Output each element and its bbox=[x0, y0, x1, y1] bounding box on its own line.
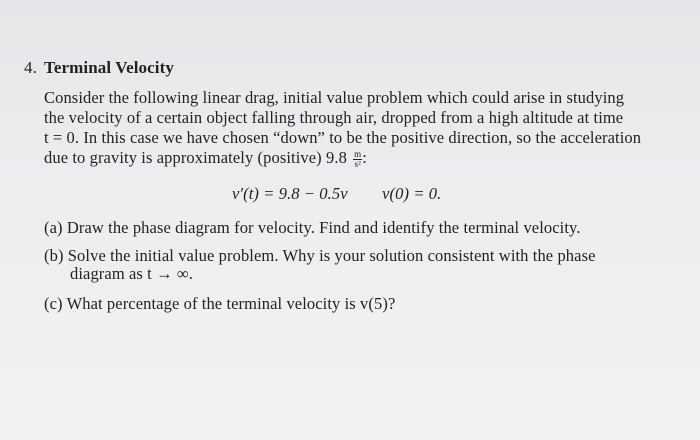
intro-line-3: t = 0. In this case we have chosen “down” to be the positive direction, so the acceleration bbox=[44, 128, 642, 147]
part-c bbox=[44, 294, 395, 314]
part-b-continued: diagram as t → ∞. bbox=[70, 264, 193, 283]
intro-line-4-text: due to gravity is approximately (positive) 9.8 bbox=[44, 148, 347, 167]
problem-number: 4. bbox=[24, 58, 37, 77]
part-a-label: (a) bbox=[44, 218, 63, 237]
equation-left: v′(t) = 9.8 − 0.5v bbox=[232, 184, 348, 203]
equation-right: v(0) = 0. bbox=[382, 184, 442, 203]
intro-line-4 bbox=[44, 148, 367, 169]
ode-equation bbox=[232, 184, 441, 204]
units-colon: : bbox=[362, 148, 367, 167]
intro-line-2: the velocity of a certain object falling through air, dropped from a high altitude at time bbox=[44, 108, 624, 127]
units-fraction bbox=[353, 150, 362, 169]
part-a bbox=[44, 218, 581, 238]
part-a-text: Draw the phase diagram for velocity. Find and identify the terminal velocity. bbox=[66, 218, 581, 237]
part-b-text: Solve the initial value problem. Why is your solution consistent with the phase bbox=[67, 246, 596, 265]
part-c-text: What percentage of the terminal velocity is v(5)? bbox=[66, 294, 396, 313]
part-b-label: (b) bbox=[44, 246, 64, 265]
units-denominator: s² bbox=[354, 158, 361, 169]
problem-title: Terminal Velocity bbox=[44, 58, 174, 77]
part-b bbox=[44, 246, 596, 266]
part-c-label: (c) bbox=[44, 294, 63, 313]
intro-line-1: Consider the following linear drag, initial value problem which could arise in studying bbox=[44, 88, 625, 107]
units-numerator: m bbox=[354, 148, 362, 159]
